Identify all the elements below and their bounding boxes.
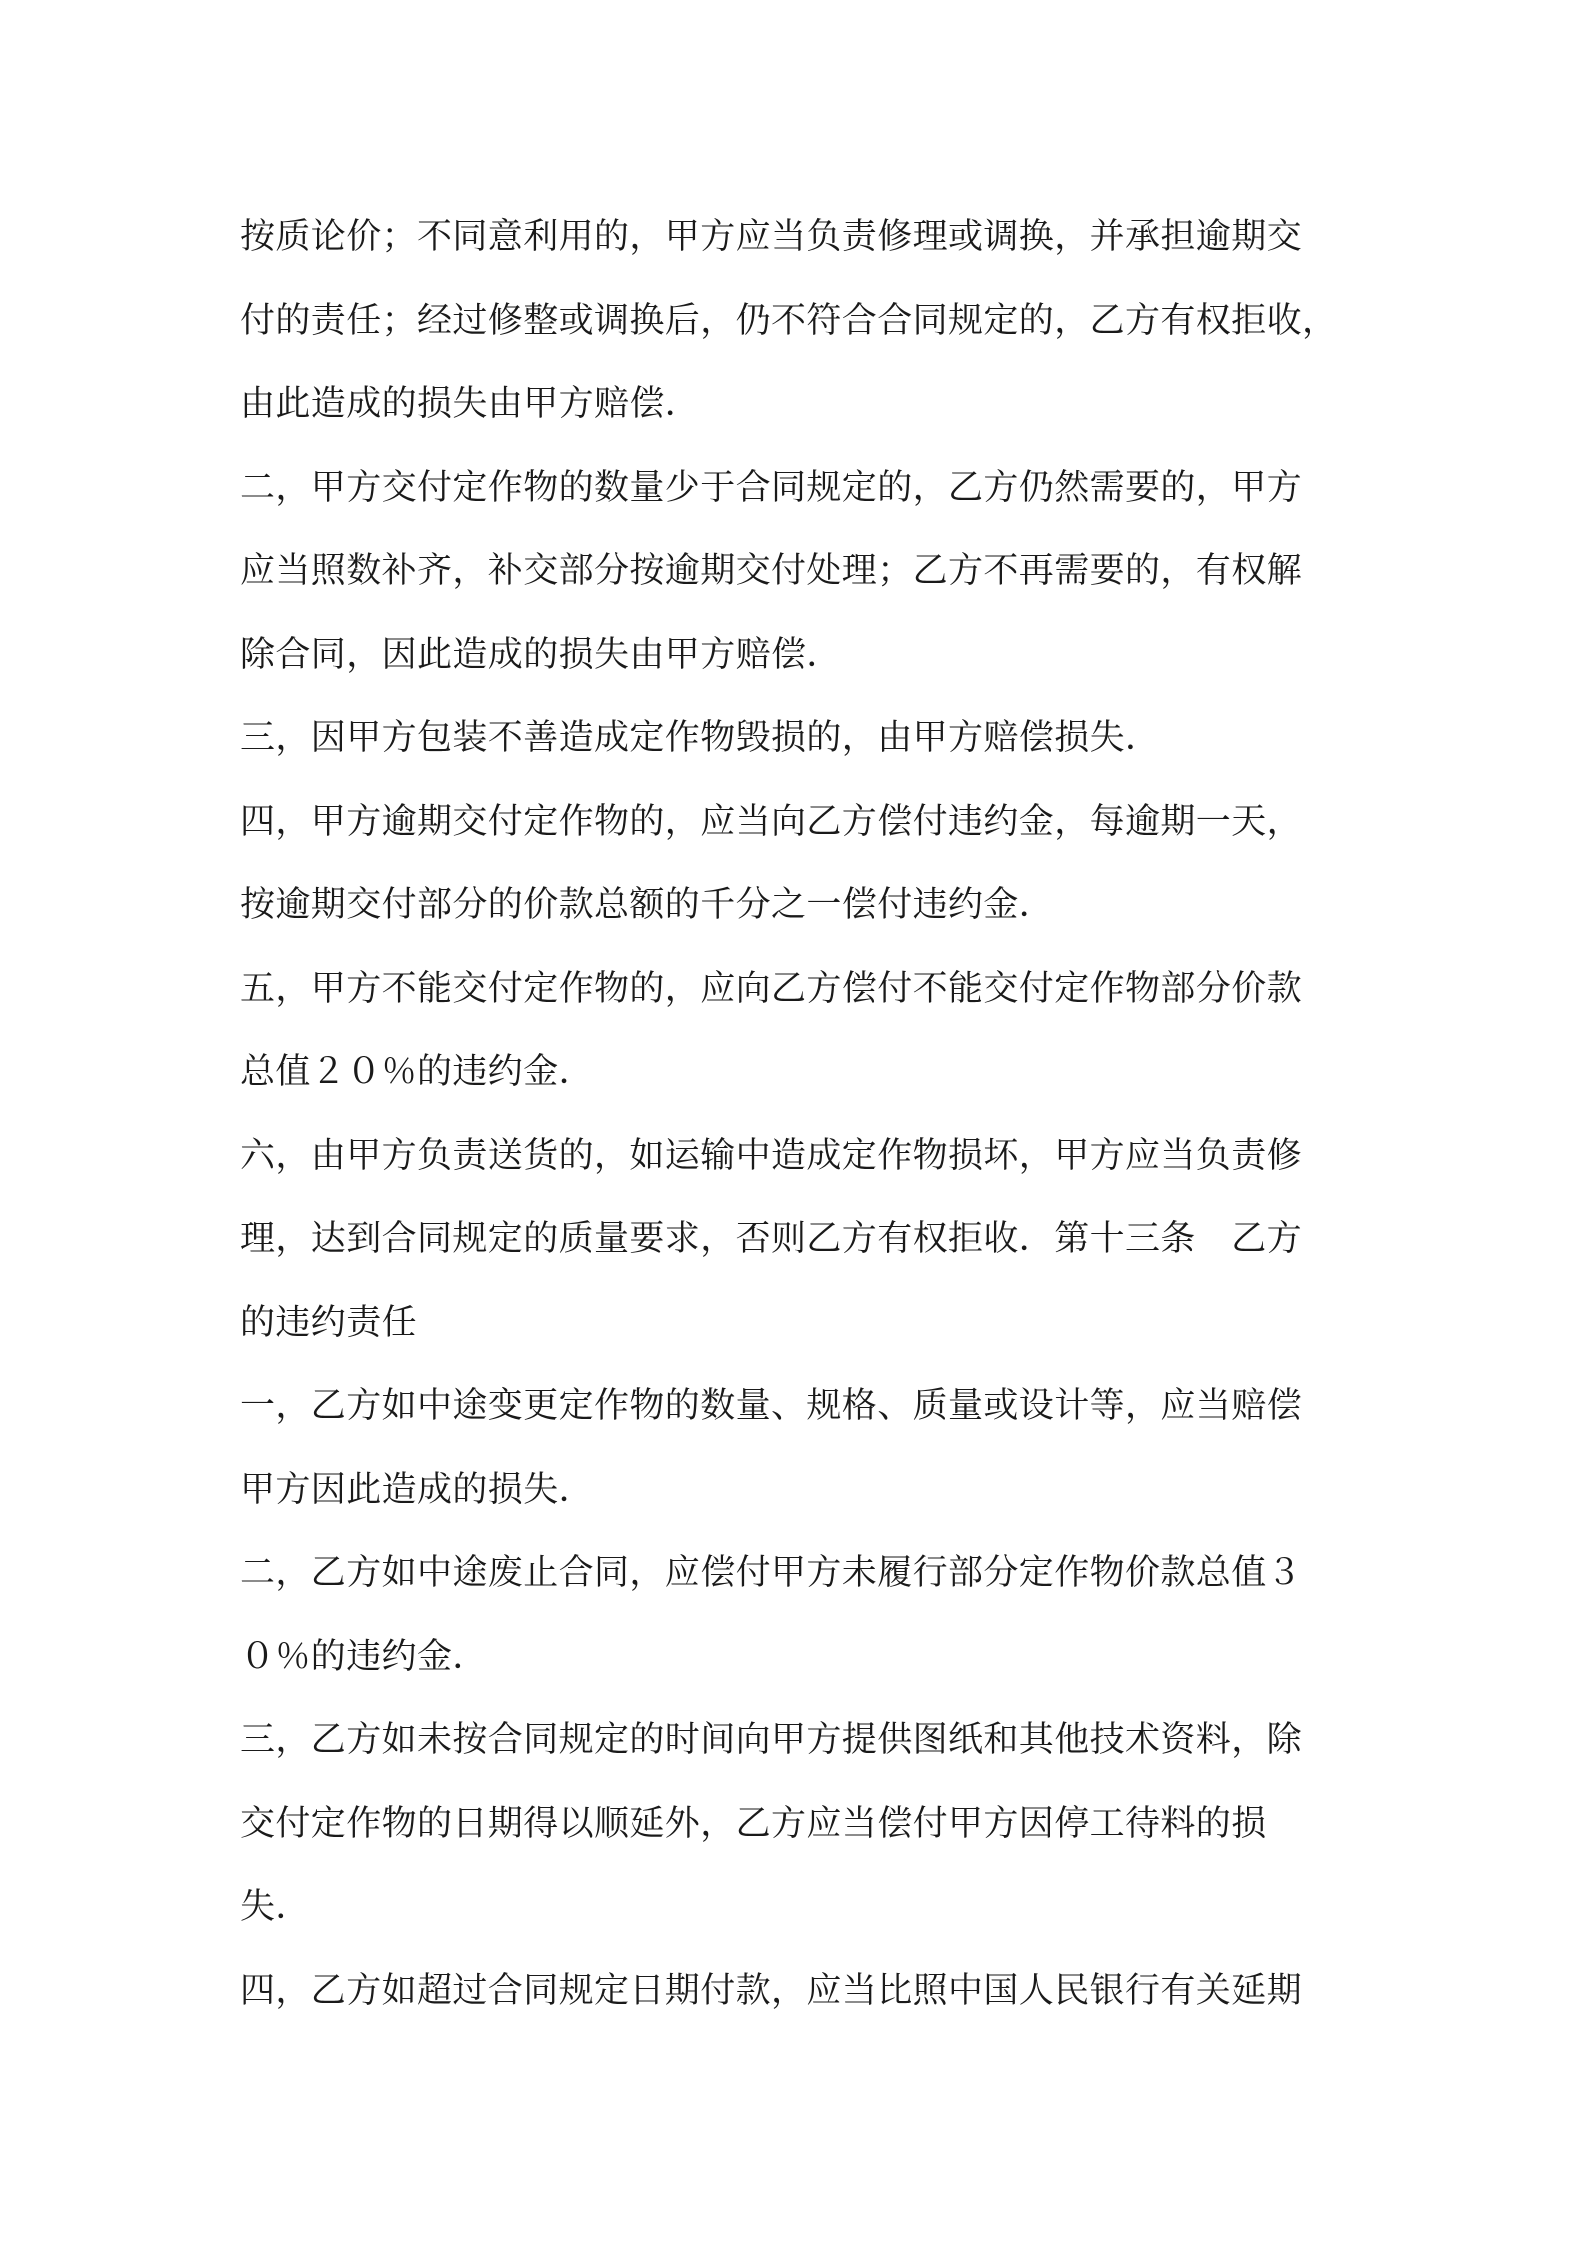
paragraph-clause-2-quantity xyxy=(240,447,1356,698)
text-line: 按逾期交付部分的价款总额的千分之一偿付违约金． xyxy=(240,885,1055,925)
paragraph-party-b-clause-1 xyxy=(240,1365,1356,1532)
text-line: 二，乙方如中途废止合同，应偿付甲方未履行部分定作物价款总值３ xyxy=(240,1553,1303,1593)
document-body xyxy=(240,196,1356,2033)
text-line: 由此造成的损失由甲方赔偿． xyxy=(240,384,701,424)
paragraph-party-b-clause-3 xyxy=(240,1699,1356,1950)
text-line: 四，乙方如超过合同规定日期付款，应当比照中国人民银行有关延期 xyxy=(240,1970,1303,2011)
paragraph-clause-4-late-delivery xyxy=(240,781,1356,948)
text-line: 三，因甲方包装不善造成定作物毁损的，由甲方赔偿损失． xyxy=(240,718,1161,758)
text-line: 五，甲方不能交付定作物的，应向乙方偿付不能交付定作物部分价款 xyxy=(240,968,1303,1009)
text-line: 三，乙方如未按合同规定的时间向甲方提供图纸和其他技术资料，除 xyxy=(240,1720,1303,1760)
paragraph-continued-quality xyxy=(240,196,1356,447)
paragraph-party-b-clause-2 xyxy=(240,1532,1356,1699)
text-line: 甲方因此造成的损失． xyxy=(240,1469,595,1510)
text-line: 应当照数补齐，补交部分按逾期交付处理；乙方不再需要的，有权解 xyxy=(240,551,1303,591)
paragraph-party-b-clause-4 xyxy=(240,1950,1356,2034)
text-line: 总值２０％的违约金． xyxy=(240,1052,595,1092)
text-line: 的违约责任 xyxy=(240,1302,418,1343)
text-line: 按质论价；不同意利用的，甲方应当负责修理或调换，并承担逾期交 xyxy=(240,217,1303,257)
text-line: 交付定作物的日期得以顺延外，乙方应当偿付甲方因停工待料的损 xyxy=(240,1803,1267,1844)
text-line: 四，甲方逾期交付定作物的，应当向乙方偿付违约金，每逾期一天， xyxy=(240,801,1303,842)
text-line: 除合同，因此造成的损失由甲方赔偿． xyxy=(240,634,842,675)
text-line: 二，甲方交付定作物的数量少于合同规定的，乙方仍然需要的，甲方 xyxy=(240,467,1303,508)
paragraph-clause-5-non-delivery xyxy=(240,948,1356,1115)
paragraph-clause-6-transport xyxy=(240,1115,1356,1366)
text-line: 失． xyxy=(240,1887,311,1927)
text-line: ０％的违约金． xyxy=(240,1636,488,1677)
text-line: 六，由甲方负责送货的，如运输中造成定作物损坏，甲方应当负责修 xyxy=(240,1135,1303,1176)
text-line: 付的责任；经过修整或调换后，仍不符合合同规定的，乙方有权拒收， xyxy=(240,300,1338,341)
text-line: 一，乙方如中途变更定作物的数量、规格、质量或设计等，应当赔偿 xyxy=(240,1386,1303,1426)
text-line: 理，达到合同规定的质量要求，否则乙方有权拒收．第十三条 乙方 xyxy=(240,1219,1303,1259)
paragraph-clause-3-packaging xyxy=(240,697,1356,781)
